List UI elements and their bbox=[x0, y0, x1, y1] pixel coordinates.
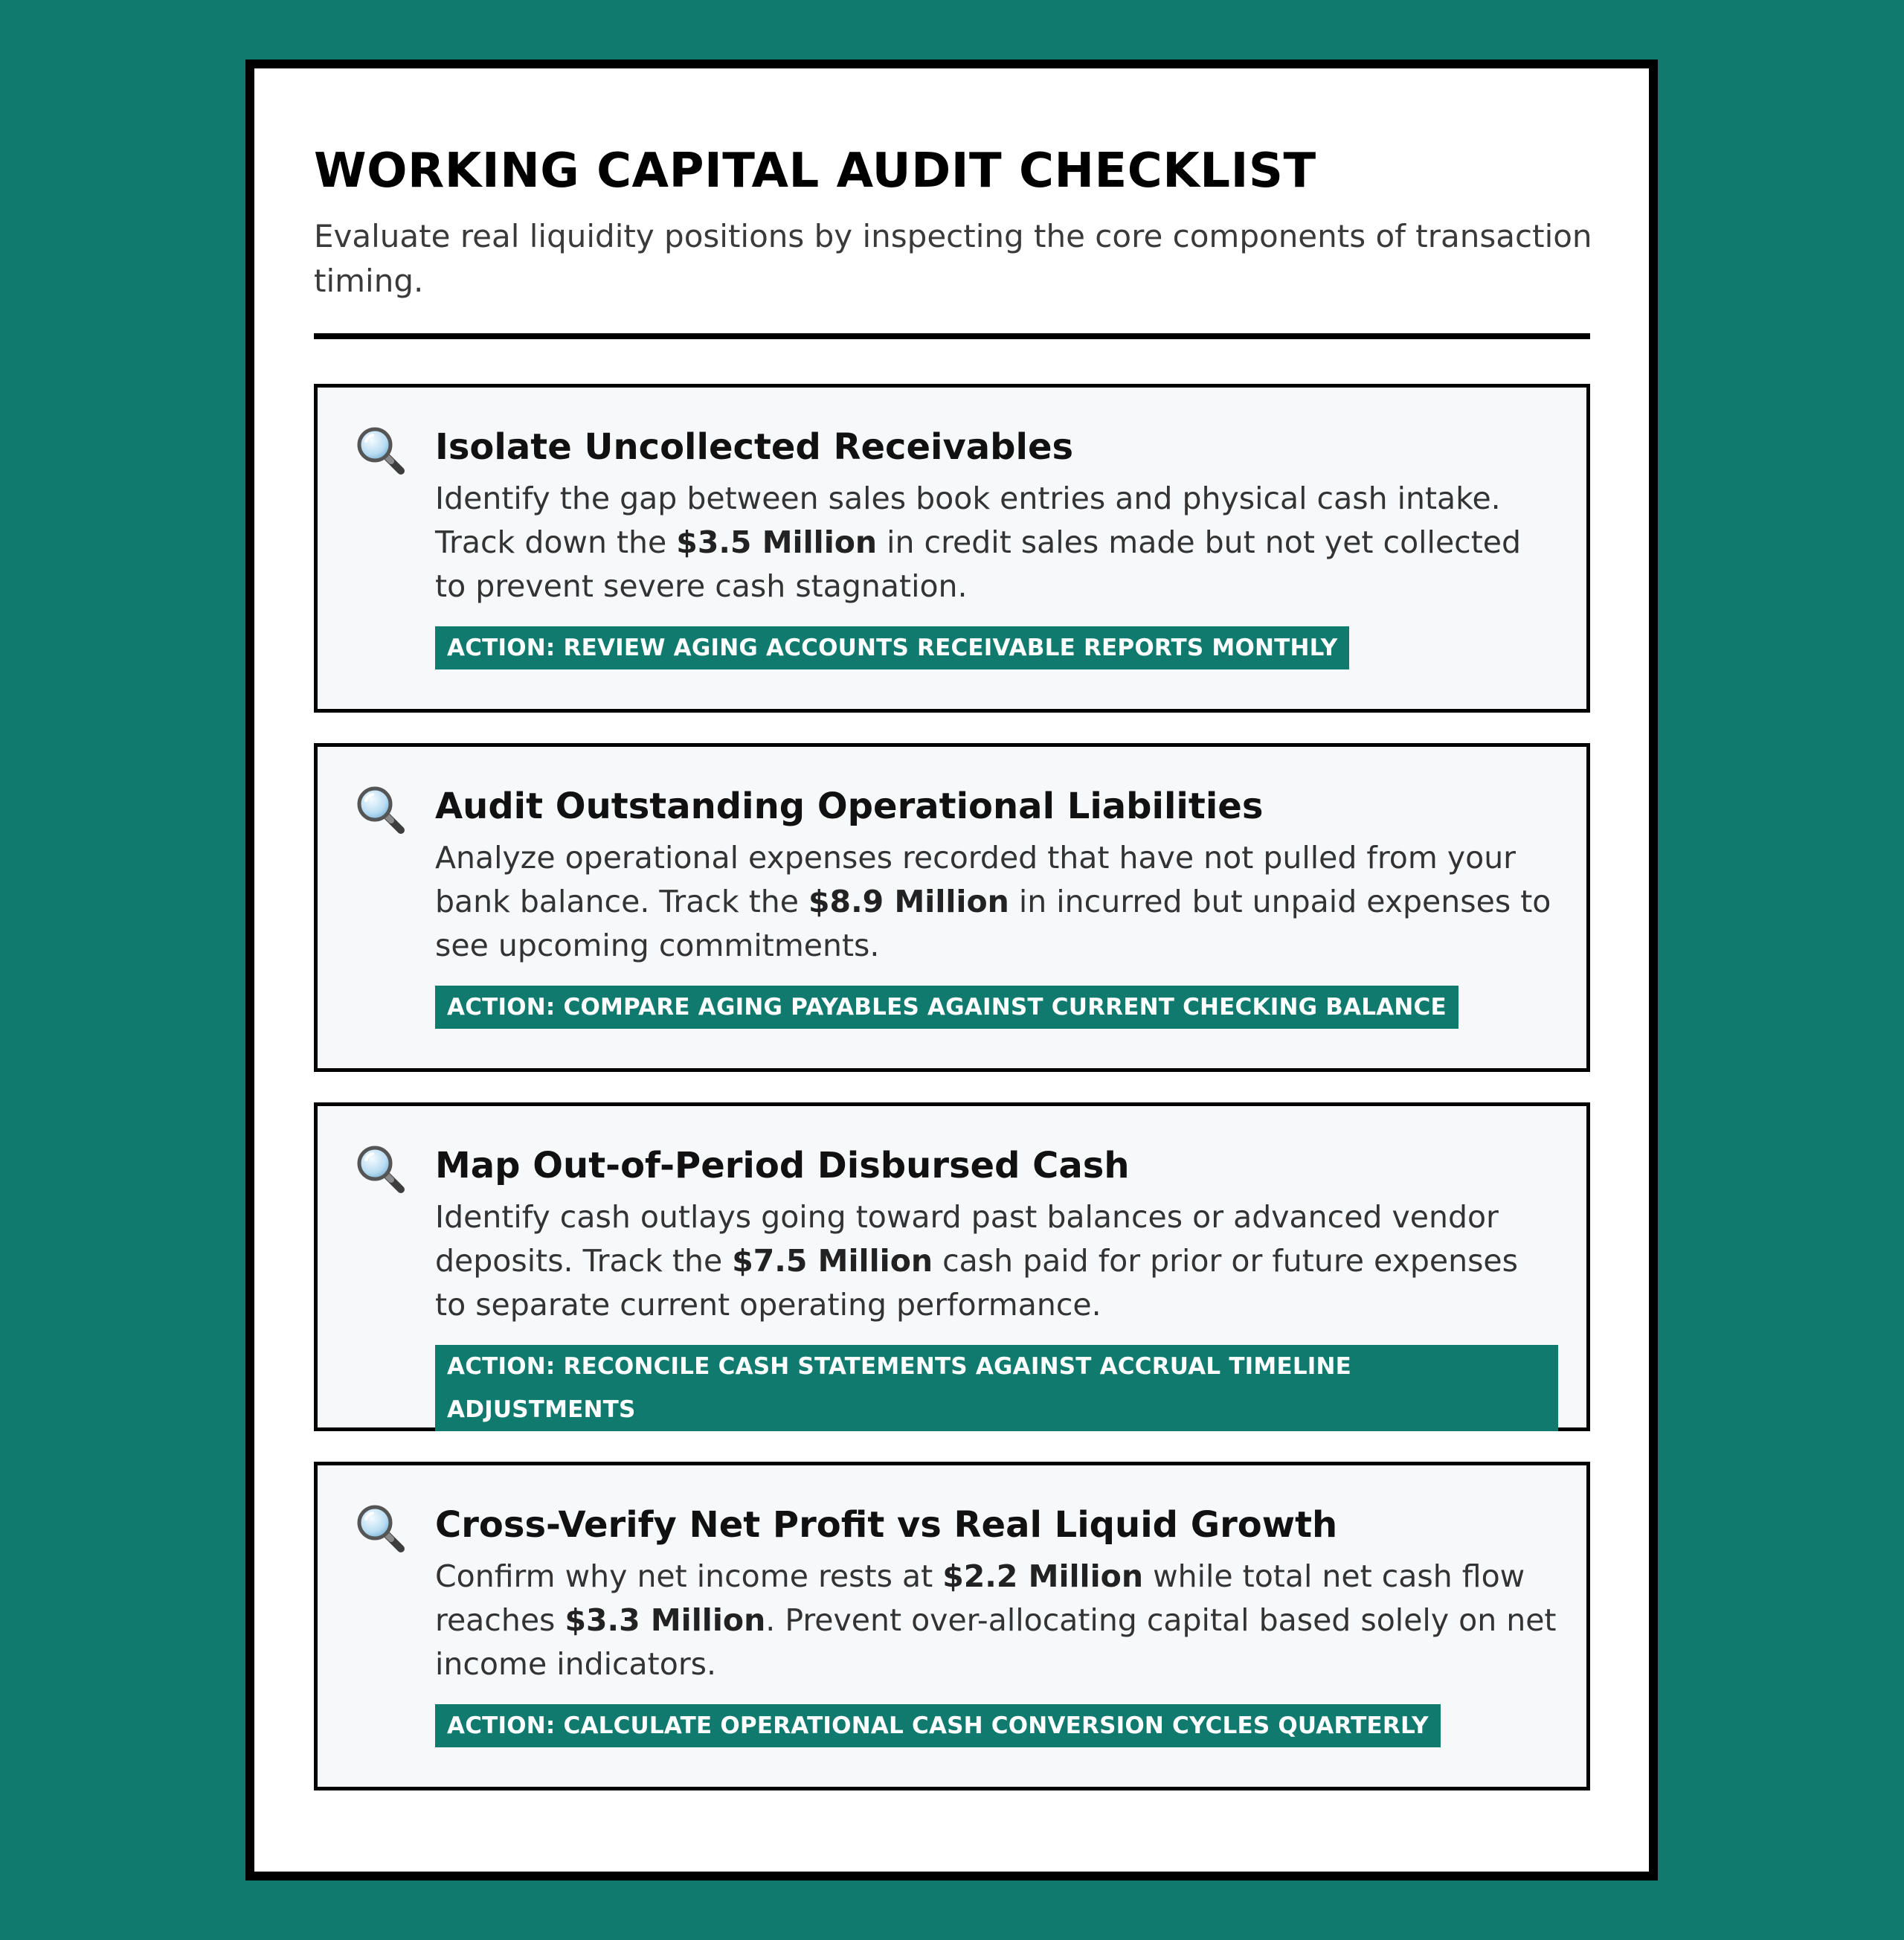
checklist-card bbox=[314, 384, 1590, 713]
body-text: Analyze operational expenses recorded that have not pulled from your bank balance. Track the bbox=[435, 840, 1517, 919]
card-title: Cross-Verify Net Profit vs Real Liquid Growth bbox=[435, 1504, 1338, 1546]
card-body bbox=[435, 836, 1558, 968]
page-subtitle: Evaluate real liquidity positions by inspecting the core components of transaction timing. bbox=[314, 218, 1592, 299]
card-content bbox=[435, 1142, 1558, 1431]
checklist-cards bbox=[314, 384, 1589, 1790]
highlight-amount: $2.2 Million bbox=[942, 1558, 1144, 1594]
highlight-amount: $7.5 Million bbox=[732, 1243, 933, 1279]
magnifying-glass-icon bbox=[355, 784, 407, 836]
header-divider bbox=[314, 333, 1590, 339]
checklist-card bbox=[314, 743, 1590, 1072]
highlight-amount: $3.5 Million bbox=[676, 524, 878, 560]
magnifying-glass-icon bbox=[355, 1143, 407, 1195]
body-text: while total net cash flow reaches bbox=[435, 1558, 1525, 1638]
body-text: Identify the gap between sales book entries and physical cash intake. Track down the bbox=[435, 481, 1501, 560]
body-text: cash paid for prior or future expenses to separate current operating performance. bbox=[435, 1243, 1519, 1323]
card-content bbox=[435, 423, 1558, 669]
action-badge: ACTION: RECONCILE CASH STATEMENTS AGAINST ACCRUAL TIMELINE ADJUSTMENTS bbox=[435, 1345, 1558, 1431]
card-title: Map Out-of-Period Disbursed Cash bbox=[435, 1145, 1130, 1186]
card-title: Isolate Uncollected Receivables bbox=[435, 426, 1074, 468]
checklist-card bbox=[314, 1102, 1590, 1431]
card-body bbox=[435, 1555, 1558, 1686]
action-badge: ACTION: CALCULATE OPERATIONAL CASH CONVERSION CYCLES QUARTERLY bbox=[435, 1704, 1441, 1747]
card-content bbox=[435, 1501, 1558, 1747]
action-badge: ACTION: COMPARE AGING PAYABLES AGAINST CURRENT CHECKING BALANCE bbox=[435, 986, 1458, 1029]
card-title: Audit Outstanding Operational Liabilities bbox=[435, 786, 1264, 827]
body-text: in incurred but unpaid expenses to see upcoming commitments. bbox=[435, 884, 1551, 963]
body-text: in credit sales made but not yet collected to prevent severe cash stagnation. bbox=[435, 524, 1522, 604]
body-text: . Prevent over-allocating capital based solely on net income indicators. bbox=[435, 1602, 1557, 1682]
card-body bbox=[435, 1195, 1558, 1327]
highlight-amount: $8.9 Million bbox=[808, 884, 1009, 919]
body-text: Confirm why net income rests at bbox=[435, 1558, 943, 1594]
body-text: Identify cash outlays going toward past balances or advanced vendor deposits. Track the bbox=[435, 1199, 1499, 1279]
highlight-amount: $3.3 Million bbox=[565, 1602, 766, 1638]
page-title: WORKING CAPITAL AUDIT CHECKLIST bbox=[314, 144, 1316, 199]
card-body bbox=[435, 477, 1558, 608]
checklist-card bbox=[314, 1462, 1590, 1790]
card-content bbox=[435, 783, 1558, 1029]
action-badge: ACTION: REVIEW AGING ACCOUNTS RECEIVABLE REPORTS MONTHLY bbox=[435, 626, 1349, 669]
magnifying-glass-icon bbox=[355, 1503, 407, 1555]
checklist-sheet bbox=[245, 60, 1658, 1880]
magnifying-glass-icon bbox=[355, 425, 407, 477]
